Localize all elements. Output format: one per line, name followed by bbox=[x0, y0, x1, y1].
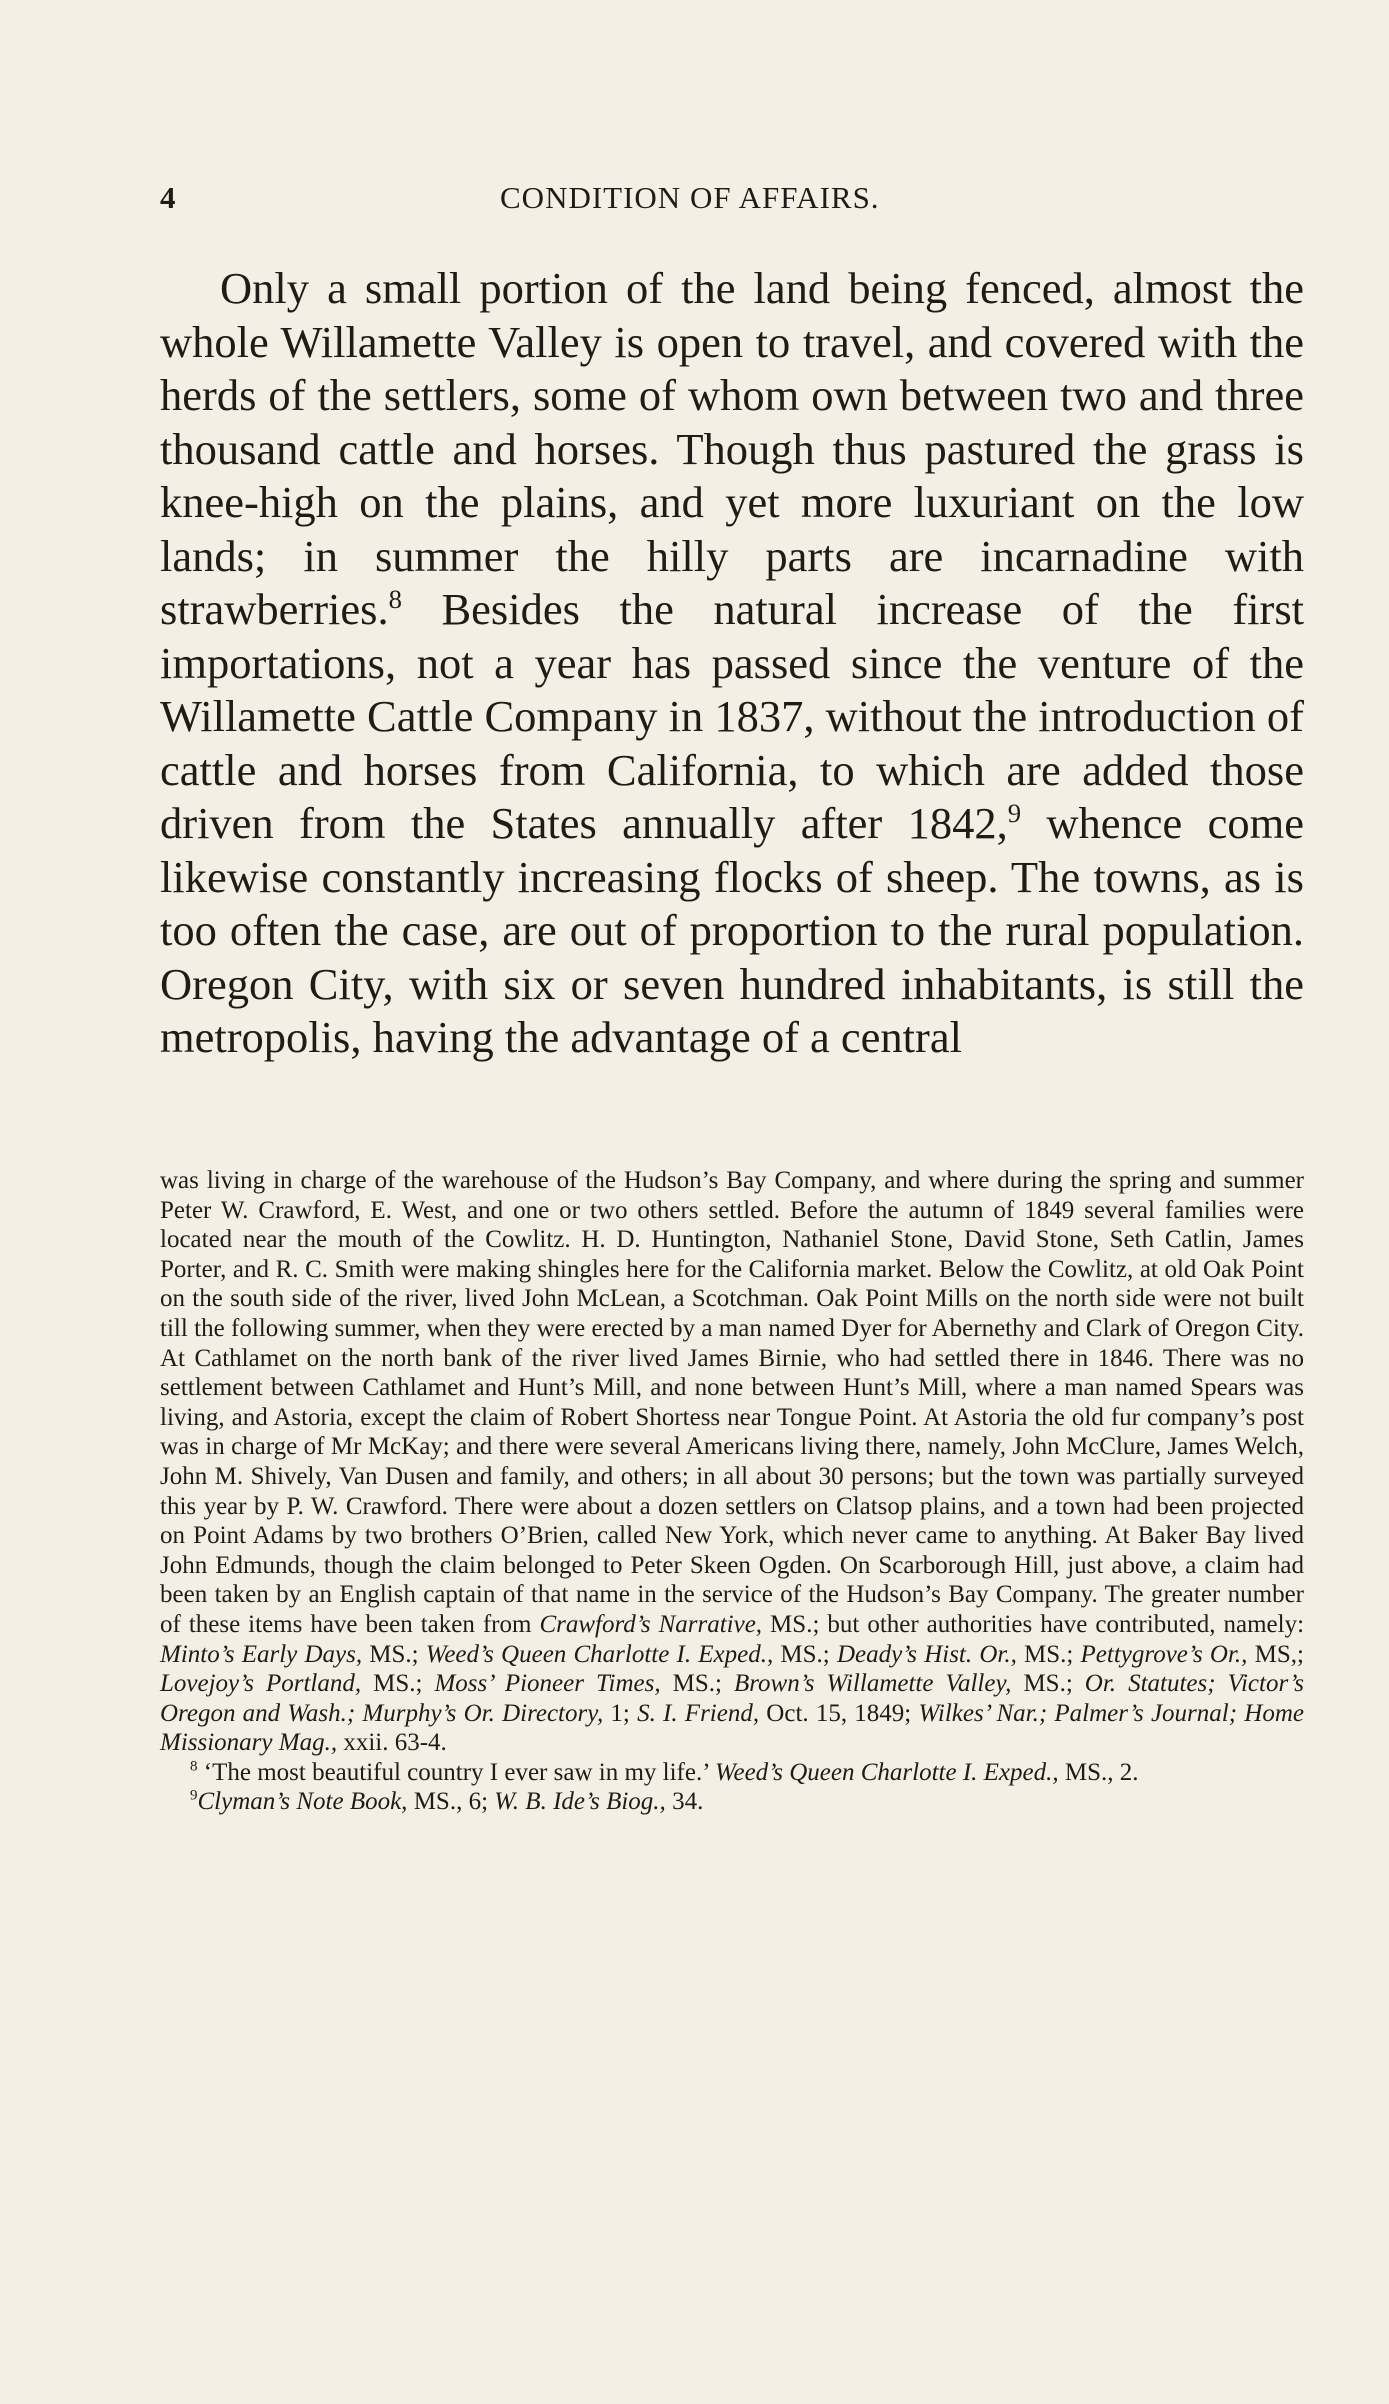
footnote-ref-9: 9 bbox=[1007, 798, 1022, 829]
citation: Lovejoy’s Portland, bbox=[160, 1670, 362, 1698]
citation: Weed’s Queen Charlotte I. Exped., bbox=[714, 1758, 1059, 1786]
citation: Weed’s Queen Charlotte I. Exped., bbox=[425, 1640, 774, 1668]
citation: Moss’ Pioneer Times, bbox=[434, 1670, 661, 1698]
footnote-cont-text: xxii. 63-4. bbox=[337, 1729, 447, 1757]
main-text-part2: Besides the natural increase of the first importations, not a year has passed since the venture of the Willamette Cattle Company in 1837, without the introduction of cattle and horses from California, to which are added those driven from the States annually after 1842, bbox=[160, 584, 1304, 848]
main-text-part3: whence come likewise constantly increasing flocks of sheep. The towns, as is too often the case, are out of proportion to the rural population. Oregon City, with six or seven hundred inhabitants, is still the metropolis, having the advantage of a central bbox=[160, 798, 1304, 1062]
footnote-cont-text: 1; bbox=[603, 1699, 638, 1727]
footnote-9 bbox=[160, 1787, 1304, 1817]
page-header bbox=[160, 180, 1310, 220]
citation: Wilkes’ Nar.; Palmer’s Journal; Home Missionary Mag., bbox=[160, 1699, 1304, 1757]
footnote-cont-text: was living in charge of the warehouse of the Hudson’s Bay Company, and where during the spring and summer Peter W. Crawford, E. West, and one or two others settled. Before the autumn of 1849 several families were located near the mouth of the Cowlitz. H. D. Huntington, Nathaniel Stone, David Stone, Seth Catlin, James Porter, and R. C. Smith were making shingles here for the California market. Below the Cowlitz, at old Oak Point on the south side of the river, lived John McLean, a Scotchman. Oak Point Mills on the north side were not built till the following summer, when they were erected by a man named Dyer for Abernethy and Clark of Oregon City. At Cathlamet on the north bank of the river lived James Birnie, who had settled there in 1846. There was no settlement between Cathlamet and Hunt’s Mill, and none between Hunt’s Mill, where a man named Spears was living, and Astoria, except the claim of Robert Shortess near Tongue Point. At Astoria the old fur company’s post was in charge of Mr McKay; and there were several Americans living there, namely, John McClure, James Welch, John M. Shively, Van Dusen and family, and others; in all about 30 persons; but the town was partially surveyed this year by P. W. Crawford. There were about a dozen settlers on Clatsop plains, and a town had been projected on Point Adams by two brothers O’Brien, called New York, which never came to anything. At Baker Bay lived John Edmunds, though the claim belonged to Peter Skeen Ogden. On Scarborough Hill, just above, a claim had been taken by an English captain of that name in the service of the Hudson’s Bay Company. The greater number of these items have been taken from bbox=[160, 1167, 1304, 1638]
footnote-9-text: MS., 6; bbox=[407, 1788, 495, 1816]
citation: S. I. Friend, bbox=[637, 1699, 760, 1727]
footnote-9-text: 34. bbox=[665, 1788, 704, 1816]
footnote-cont-text: MS.; but other authorities have contributed, namely: bbox=[762, 1610, 1305, 1638]
footnote-cont-text: MS.; bbox=[1011, 1670, 1085, 1698]
citation: Crawford’s Narrative, bbox=[539, 1610, 763, 1638]
citation: Or. Statutes; Victor’s Oregon and Wash.; Murphy’s Or. Directory, bbox=[160, 1670, 1304, 1727]
main-text-part1: Only a small portion of the land being fenced, almost the whole Willamette Valley is open to travel, and covered with the herds of the settlers, some of whom own between two and three thousand cattle and horses. Though thus pastured the grass is knee-high on the plains, and yet more luxuriant on the low lands; in summer the hilly parts are incarnadine with strawberries. bbox=[160, 263, 1304, 634]
footnote-8-text: ‘The most beautiful country I ever saw in my life.’ bbox=[197, 1758, 715, 1786]
footnote-continued bbox=[160, 1166, 1304, 1758]
main-paragraph bbox=[160, 262, 1304, 1065]
footnote-cont-text: MS.; bbox=[660, 1670, 734, 1698]
citation: Clyman’s Note Book, bbox=[197, 1788, 408, 1816]
footnote-cont-text: MS.; bbox=[773, 1640, 837, 1668]
running-head: CONDITION OF AFFAIRS. bbox=[500, 180, 880, 215]
footnote-8 bbox=[160, 1758, 1304, 1788]
main-text bbox=[160, 262, 1304, 1065]
footnote-cont-text: MS.; bbox=[1016, 1640, 1081, 1668]
citation: Minto’s Early Days, bbox=[160, 1640, 363, 1668]
citation: Pettygrove’s Or., bbox=[1080, 1640, 1248, 1668]
page-number: 4 bbox=[160, 180, 177, 215]
footnote-cont-text: MS.; bbox=[361, 1670, 435, 1698]
citation: W. B. Ide’s Biog., bbox=[494, 1788, 666, 1816]
footnote-cont-text: MS,; bbox=[1247, 1640, 1304, 1668]
footnote-marker-8: 8 bbox=[190, 1758, 198, 1775]
footnote-cont-text: MS.; bbox=[362, 1640, 426, 1668]
citation: Brown’s Willamette Valley, bbox=[733, 1670, 1012, 1698]
footnote-cont-text: Oct. 15, 1849; bbox=[759, 1699, 919, 1727]
footnote-marker-9: 9 bbox=[190, 1788, 198, 1805]
footnotes bbox=[160, 1166, 1304, 1817]
footnote-8-text: MS., 2. bbox=[1058, 1758, 1139, 1786]
footnote-ref-8: 8 bbox=[388, 584, 402, 615]
citation: Deady’s Hist. Or., bbox=[836, 1640, 1017, 1668]
